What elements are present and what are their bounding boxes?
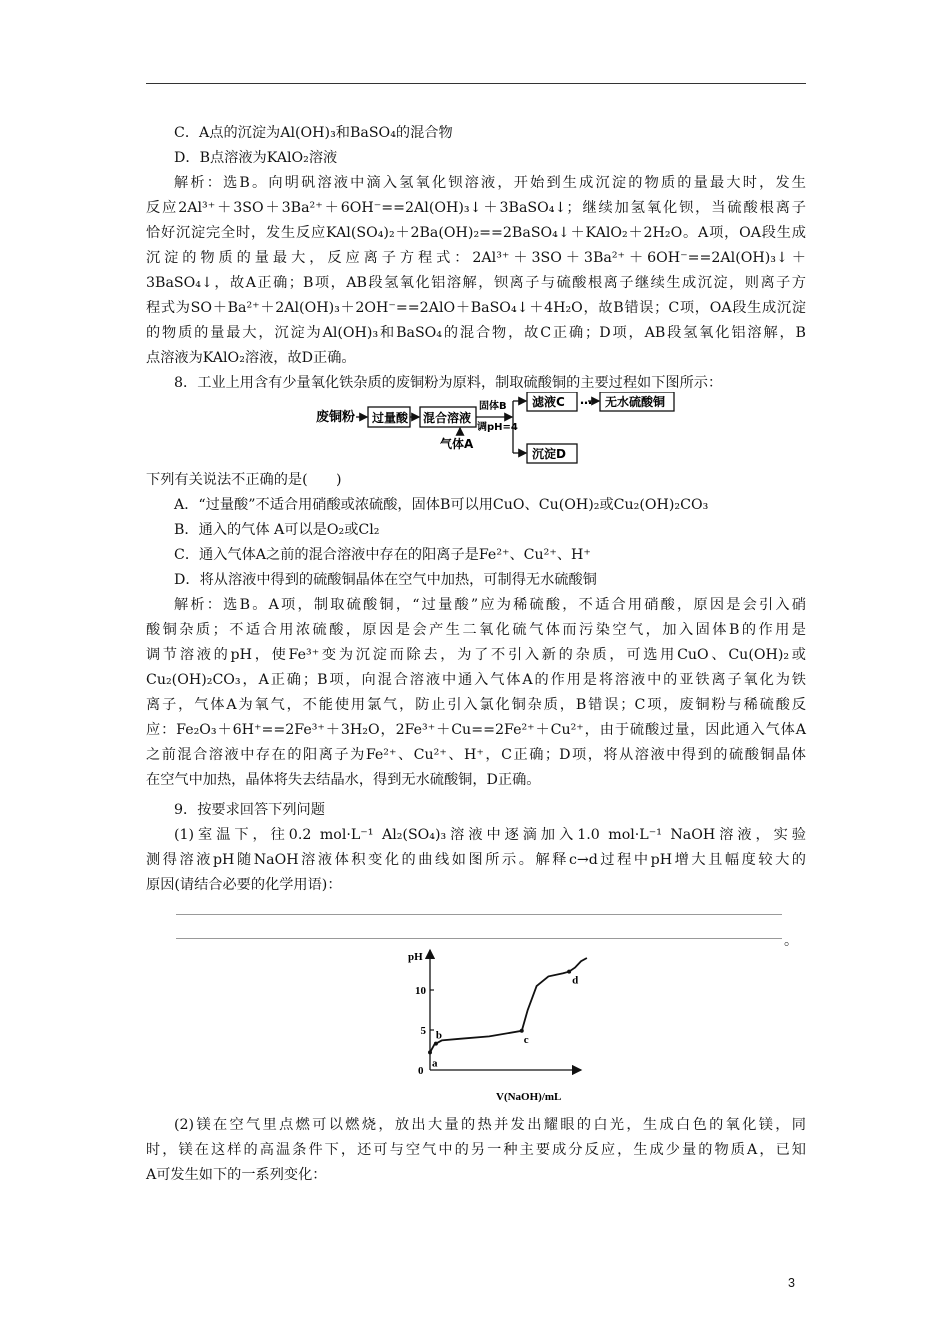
question-9: 9．按要求回答下列问题 [174,802,325,818]
flow-start-label: 废铜粉 [316,410,356,425]
option-d: D．B点溶液为KAlO₂溶液 [174,150,338,166]
flowchart [312,392,732,470]
analysis-line: 离子，气体A为氧气，不能使用氯气，防止引入氯化铜杂质，B错误；C项，废铜粉与稀硫酸反 [146,697,806,713]
option-c: C．通入气体A之前的混合溶液中存在的阳离子是Fe²⁺、Cu²⁺、H⁺ [174,547,591,563]
flow-solid-label: 固体B [479,401,507,412]
question-8: 8．工业上用含有少量氧化铁杂质的废铜粉为原料，制取硫酸铜的主要过程如下图所示： [174,375,723,391]
analysis-line: 解析：选B。A项，制取硫酸铜，“过量酸”应为稀硫酸，不适合用硝酸，原因是会引入硝 [174,597,806,613]
analysis-line: Cu₂(OH)₂CO₃，A正确；B项，向混合溶液中通入气体A的作用是将溶液中的亚铁离子氧化为铁 [146,672,806,688]
data-label-b: b [435,1029,443,1042]
data-label-d: d [572,974,579,987]
flow-product-label: 无水硫酸铜 [605,395,666,409]
option-d: D．将从溶液中得到的硫酸铜晶体在空气中加热，可制得无水硫酸铜 [174,572,597,588]
analysis-line: 反应2Al³⁺＋3SO＋3Ba²⁺＋6OH⁻==2Al(OH)₃↓＋3BaSO₄↓；继续加氢氧化钡，当硫酸根离子 [146,200,806,216]
question-text: (2)镁在空气里点燃可以燃烧，放出大量的热并发出耀眼的白光，生成白色的氧化镁，同 [174,1117,806,1133]
analysis-line: 沉淀的物质的量最大，反应离子方程式：2Al³⁺＋3SO＋3Ba²⁺＋6OH⁻==2Al(OH)₃↓＋ [146,250,806,266]
answer-line[interactable] [176,938,782,939]
data-point-c [520,1029,524,1033]
option-a: A．“过量酸”不适合用硝酸或浓硫酸，固体B可以用CuO、Cu(OH)₂或Cu₂(OH)₂CO₃ [174,497,709,513]
option-b: B．通入的气体 A可以是O₂或Cl₂ [174,522,380,538]
analysis-line: 调节溶液的pH，使Fe³⁺变为沉淀而除去，为了不引入新的杂质，可选用CuO、Cu(OH)₂或 [146,647,806,663]
data-point-d [567,970,571,974]
data-label-a: a [432,1057,438,1070]
data-point-b [434,1042,438,1046]
y-tick-label: 5 [420,1025,426,1037]
analysis-line: 在空气中加热，晶体将失去结晶水，得到无水硫酸铜，D正确。 [146,772,541,788]
option-c: C．A点的沉淀为Al(OH)₃和BaSO₄的混合物 [174,125,453,141]
flow-mix-label: 混合溶液 [423,411,472,425]
flow-acid-label: 过量酸 [372,411,409,425]
x-axis-label: V(NaOH)/mL [496,1091,562,1103]
analysis-line: 的物质的量最大，沉淀为Al(OH)₃和BaSO₄的混合物，故C正确；D项，AB段氢氧化铝溶解，B [146,325,806,341]
end-mark: 。 [784,933,798,949]
analysis-line: 应：Fe₂O₃＋6H⁺==2Fe³⁺＋3H₂O，2Fe³⁺＋Cu==2Fe²⁺＋Cu²⁺，由于硫酸过量，因此通入气体A [146,722,806,738]
data-point-a [428,1050,432,1054]
page-number: 3 [788,1276,795,1290]
analysis-line: 3BaSO₄↓，故A正确；B项，AB段氢氧化铝溶解，钡离子与硫酸根离子继续生成沉淀，则离子方 [146,275,806,291]
data-label-c: c [523,1033,529,1046]
question-text: 时，镁在这样的高温条件下，还可与空气中的另一种主要成分反应，生成少量的物质A，已知 [146,1142,806,1158]
answer-line[interactable] [176,914,782,915]
analysis-line: 酸铜杂质；不适合用浓硫酸，原因是会产生二氧化硫气体而污染空气，加入固体B的作用是 [146,622,806,638]
question-text: 测得溶液pH随NaOH溶液体积变化的曲线如图所示。解释c→d过程中pH增大且幅度较大的 [146,852,806,868]
analysis-line: 程式为SO＋Ba²⁺＋2Al(OH)₃＋2OH⁻==2AlO＋BaSO₄↓＋4H₂O，故B错误；C项，OA段生成沉淀 [146,300,806,316]
y-axis-label: pH [408,951,423,963]
flow-filtrate-label: 滤液C [532,395,565,409]
question-stem: 下列有关说法不正确的是( ) [146,472,342,488]
analysis-line: 解析：选B。向明矾溶液中滴入氢氧化钡溶液，开始到生成沉淀的物质的量最大时，发生 [174,175,806,191]
question-text: 原因(请结合必要的化学用语)： [146,877,342,893]
flow-gas-label: 气体A [440,437,474,451]
question-text: A可发生如下的一系列变化： [146,1167,327,1183]
flow-dots: … [580,393,592,407]
question-text: (1)室温下，往0.2 mol·L⁻¹ Al₂(SO₄)₃溶液中逐滴加入1.0 mol·L⁻¹ NaOH溶液，实验 [174,827,806,843]
header-rule [146,83,806,84]
series-line [430,958,587,1052]
ph-chart [398,940,588,1108]
flow-ph-label: 调pH=4 [477,422,518,433]
y-tick-label: 10 [415,985,426,997]
x-tick-label: 0 [418,1065,424,1077]
analysis-line: 点溶液为KAlO₂溶液，故D正确。 [146,350,356,366]
analysis-line: 恰好沉淀完全时，发生反应KAl(SO₄)₂＋2Ba(OH)₂==2BaSO₄↓＋KAlO₂＋2H₂O。A项，OA段生成 [146,225,806,241]
flow-precipitate-label: 沉淀D [532,447,566,461]
analysis-line: 之前混合溶液中存在的阳离子为Fe²⁺、Cu²⁺、H⁺，C正确；D项，将从溶液中得到的硫酸铜晶体 [146,747,806,763]
